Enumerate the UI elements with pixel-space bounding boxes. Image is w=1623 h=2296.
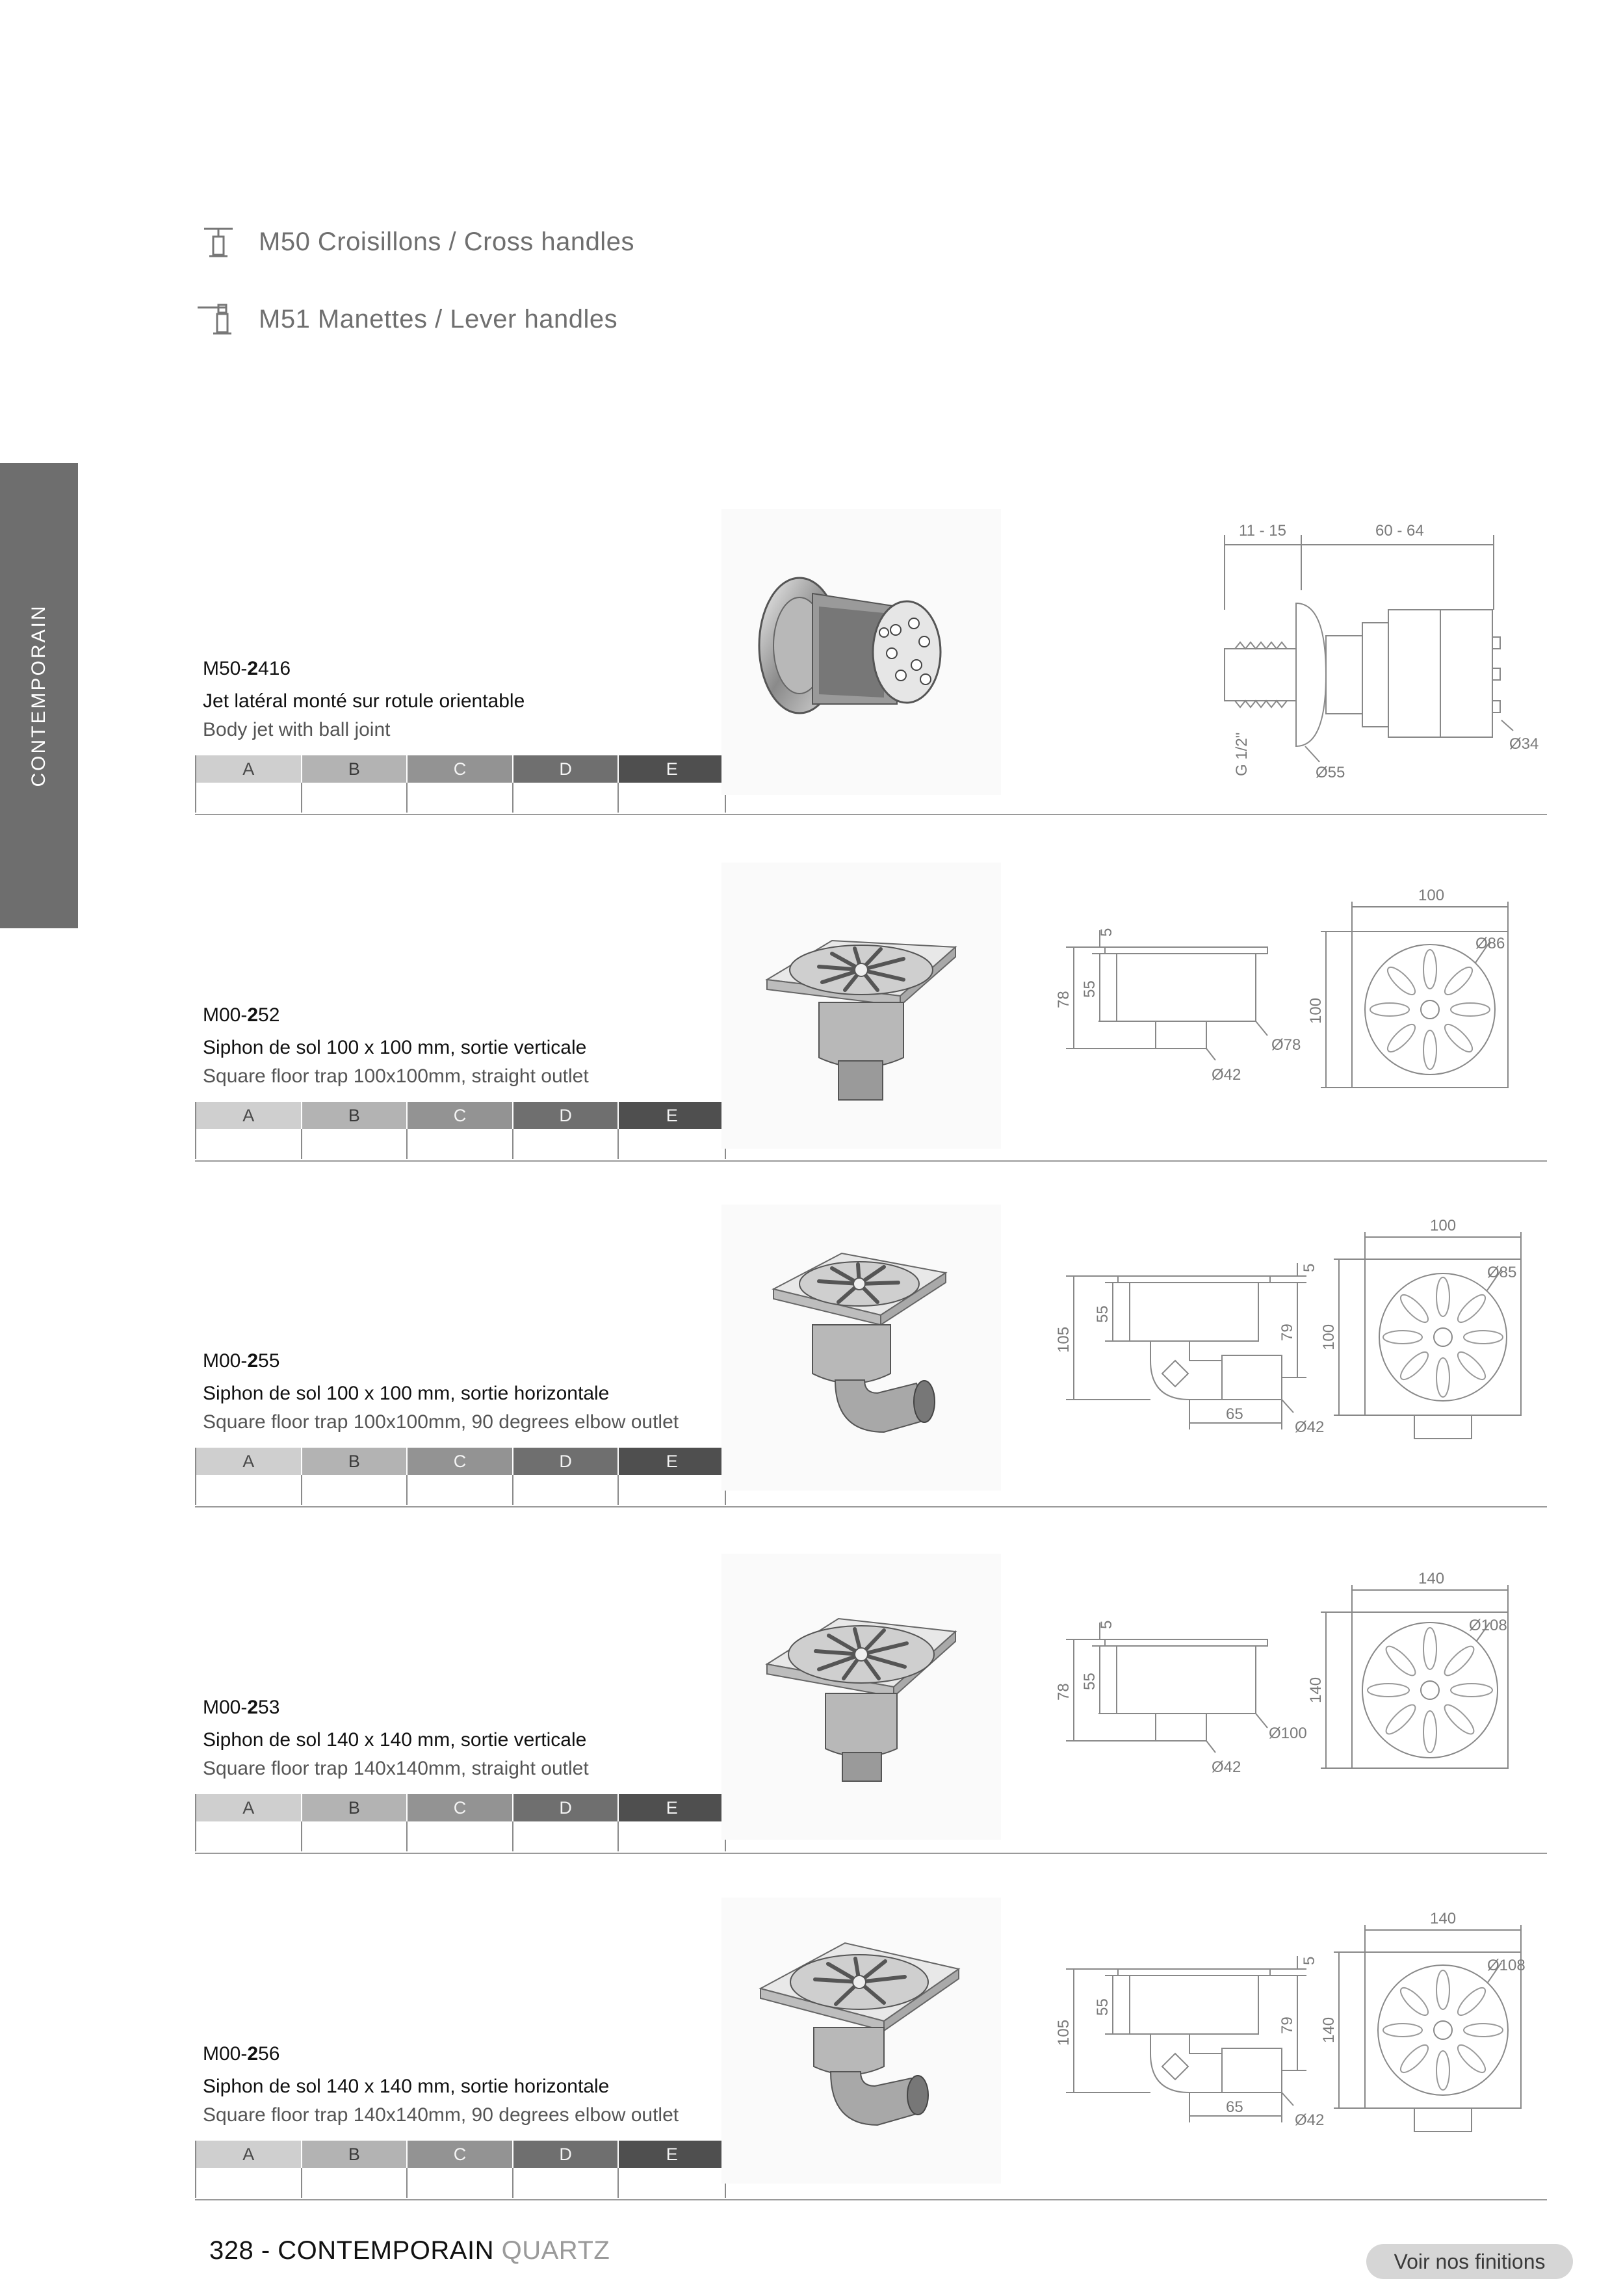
product-m50-2416 [195,506,1547,815]
dim-body-d: Ø78 [1271,1036,1301,1054]
finish-cell-c [408,1129,513,1159]
dim-outlet-d: Ø42 [1212,1066,1241,1084]
product-separator [195,814,1547,815]
dim-body: 55 [1081,980,1098,998]
dim-outlet-d: Ø42 [1295,2111,1325,2129]
dim-total: 78 [1055,991,1072,1008]
finish-header-d: D [513,1794,619,1821]
product-m00-253 [195,1545,1547,1854]
finish-cell-c [408,2168,513,2198]
finish-cell-a [196,783,302,813]
finish-cell-e [619,1821,725,1851]
finish-header-d: D [513,2141,619,2168]
product-separator [195,2199,1547,2200]
finish-cell-d [513,1129,619,1159]
finish-header-b: B [302,1448,408,1475]
product-photo-floor-trap-horizontal [721,1205,1001,1491]
technical-drawing-body-jet [1196,506,1547,811]
finish-table [195,1794,726,1851]
finish-header-d: D [513,755,619,783]
finish-header-a: A [196,755,302,783]
finish-cell-e [619,1475,725,1505]
dim-grate: 100 [1418,887,1445,904]
finish-header-e: E [619,1102,725,1129]
finish-cell-a [196,2168,302,2198]
section-side-tab-label: CONTEMPORAIN [28,604,49,787]
finish-cell-c [408,783,513,813]
dim-top: 5 [1098,928,1115,937]
finish-header-a: A [196,1794,302,1821]
finish-header-b: B [302,755,408,783]
finish-header-b: B [302,2141,408,2168]
legend-text-m50: M50 Croisillons / Cross handles [259,227,634,256]
dim-grate: 100 [1430,1217,1457,1234]
technical-drawing-floor-trap-horizontal [1027,1205,1547,1497]
finish-header-c: C [408,1448,513,1475]
product-ref: M50-2416 [203,658,291,679]
product-m00-255 [195,1198,1547,1507]
technical-drawing-floor-trap-horizontal-140 [1027,1898,1547,2190]
finish-cell-d [513,783,619,813]
product-ref: M00-255 [203,1350,280,1372]
finish-header-b: B [302,1102,408,1129]
dim-grate-side: 140 [1320,2016,1338,2043]
finish-cell-b [302,783,408,813]
dim-axis: 79 [1279,1324,1296,1341]
finish-header-a: A [196,1448,302,1475]
legend-cross-handles [195,222,634,261]
finish-header-c: C [408,1102,513,1129]
dim-grate-d: Ø85 [1487,1264,1517,1281]
dim-d1: Ø55 [1316,764,1345,781]
finish-table [195,2141,726,2198]
product-separator [195,1853,1547,1854]
product-ref: M00-256 [203,2043,280,2065]
dim-grate-d: Ø86 [1475,935,1505,952]
dim-grate: 140 [1418,1570,1445,1587]
dim-d2: Ø34 [1509,735,1539,753]
finish-table [195,1448,726,1505]
dim-top: 5 [1098,1620,1115,1629]
product-name-fr: Jet latéral monté sur rotule orientable [203,690,525,712]
product-name-en: Square floor trap 140x140mm, straight outlet [203,1758,589,1779]
finish-cell-d [513,2168,619,2198]
finish-header-e: E [619,755,725,783]
finish-header-c: C [408,1794,513,1821]
product-name-en: Body jet with ball joint [203,719,391,740]
dim-grate-side: 100 [1307,997,1325,1024]
finish-cell-a [196,1129,302,1159]
finish-cell-b [302,1129,408,1159]
page-number-section: 328 - CONTEMPORAIN [209,2236,494,2265]
dim-outlet-d: Ø42 [1295,1418,1325,1436]
product-name-en: Square floor trap 140x140mm, 90 degrees elbow outlet [203,2104,679,2126]
finish-cell-d [513,1475,619,1505]
finish-cell-e [619,1129,725,1159]
finish-header-e: E [619,1448,725,1475]
legend-text-m51: M51 Manettes / Lever handles [259,304,618,333]
dim-total: 78 [1055,1683,1072,1701]
product-separator [195,1506,1547,1507]
dim-offset: 65 [1226,1405,1243,1423]
dim-body-d: Ø100 [1269,1725,1307,1742]
finish-header-e: E [619,1794,725,1821]
finish-cell-c [408,1821,513,1851]
cross-handle-icon [195,222,240,261]
product-separator [195,1160,1547,1162]
product-photo-floor-trap-vertical [721,863,1001,1149]
dim-offset: 65 [1226,2098,1243,2116]
product-m00-252 [195,852,1547,1162]
dim-total: 105 [1055,2019,1072,2046]
product-photo-floor-trap-horizontal-140 [721,1898,1001,2184]
dim-grate-side: 140 [1307,1676,1325,1703]
finish-header-d: D [513,1102,619,1129]
lever-handle-icon [195,300,240,339]
dim-axis: 79 [1279,2016,1296,2034]
finish-cell-a [196,1475,302,1505]
dim-outlet-d: Ø42 [1212,1758,1241,1776]
product-name-en: Square floor trap 100x100mm, 90 degrees elbow outlet [203,1411,679,1433]
dim-grate: 140 [1430,1910,1457,1927]
section-side-tab [0,463,78,928]
product-name-fr: Siphon de sol 100 x 100 mm, sortie verticale [203,1037,587,1058]
product-m00-256 [195,1891,1547,2200]
finish-table [195,755,726,813]
product-photo-floor-trap-vertical-140 [721,1554,1001,1840]
finish-cell-b [302,2168,408,2198]
product-name-fr: Siphon de sol 100 x 100 mm, sortie horizontale [203,1383,610,1404]
dim-b: 60 - 64 [1375,522,1424,540]
finish-cell-c [408,1475,513,1505]
product-ref: M00-252 [203,1004,280,1026]
product-name-fr: Siphon de sol 140 x 140 mm, sortie horizontale [203,2076,610,2097]
dim-body: 55 [1094,1998,1111,2016]
finish-header-a: A [196,1102,302,1129]
finish-cell-d [513,1821,619,1851]
finish-table [195,1102,726,1159]
finish-cell-e [619,783,725,813]
dim-body: 55 [1081,1673,1098,1690]
collection-name: QUARTZ [501,2236,610,2265]
dim-grate-d: Ø108 [1487,1957,1526,1974]
finish-cell-a [196,1821,302,1851]
product-name-en: Square floor trap 100x100mm, straight outlet [203,1065,589,1087]
legend-lever-handles [195,300,617,339]
page-footer [209,2236,610,2265]
finish-header-a: A [196,2141,302,2168]
dim-grate-d: Ø108 [1469,1617,1507,1634]
finish-cell-b [302,1475,408,1505]
dim-top: 5 [1301,1263,1318,1272]
technical-drawing-floor-trap-vertical [1027,865,1547,1151]
product-photo-body-jet [721,509,1001,795]
finish-header-c: C [408,755,513,783]
dim-a: 11 - 15 [1239,522,1286,540]
see-finishes-button[interactable]: Voir nos finitions [1366,2244,1573,2279]
dim-grate-side: 100 [1320,1324,1338,1350]
finish-cell-b [302,1821,408,1851]
dim-top: 5 [1301,1956,1318,1965]
finish-header-b: B [302,1794,408,1821]
finish-header-d: D [513,1448,619,1475]
product-name-fr: Siphon de sol 140 x 140 mm, sortie verticale [203,1729,587,1751]
finish-header-e: E [619,2141,725,2168]
finish-cell-e [619,2168,725,2198]
product-ref: M00-253 [203,1697,280,1718]
dim-total: 105 [1055,1326,1072,1353]
technical-drawing-floor-trap-vertical-140 [1027,1558,1547,1844]
dim-thread: G 1/2" [1233,732,1251,776]
finish-header-c: C [408,2141,513,2168]
dim-body: 55 [1094,1305,1111,1323]
